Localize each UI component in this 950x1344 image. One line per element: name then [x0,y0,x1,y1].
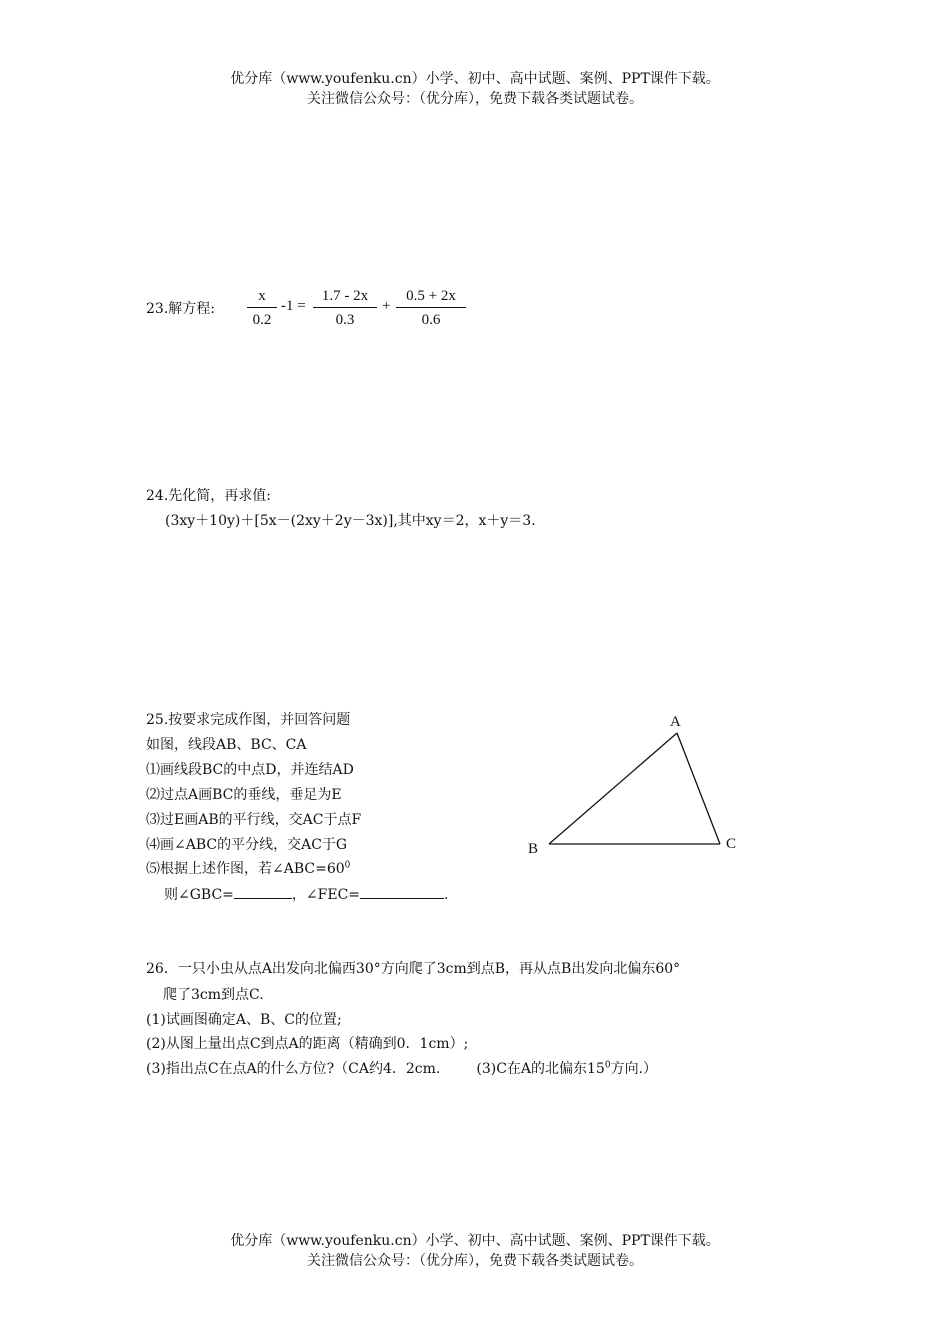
q23-label: 23.解方程: [146,301,215,317]
q25-step-5-text: ⑸根据上述作图，若∠ABC=60 [146,861,345,877]
q25-step-5-degree: 0 [344,860,351,871]
footer-line-1: 优分库（www.youfenku.cn）小学、初中、高中试题、案例、PPT课件下载。 [230,1233,720,1249]
footer-line-2: 关注微信公众号：（优分库），免费下载各类试题试卷。 [307,1253,643,1269]
q25-step-1: ⑴画线段BC的中点D，并连结AD [146,762,354,778]
q23-minus-one: -1 = [281,298,306,314]
q26-line-1: 26．一只小虫从点A出发向北偏西30°方向爬了3cm到点B，再从点B出发向北偏东60° [146,961,681,977]
q24-title: 24.先化简，再求值: [146,488,271,504]
vertex-b-label: B [528,841,539,857]
q23-frac3-denominator: 0.6 [421,312,441,328]
q25-step-4: ⑷画∠ABC的平分线，交AC于G [146,837,348,853]
q25-step-2: ⑵过点A画BC的垂线，垂足为E [146,787,342,803]
q26-item-3-end: 方向.） [610,1061,658,1077]
q26-item-3-note: (3)C在A的北偏东15 [476,1061,605,1077]
q25-title: 25.按要求完成作图，并回答问题 [146,712,351,728]
q25-step-3: ⑶过E画AB的平行线，交AC于点F [146,812,362,828]
segment-ab [549,733,677,844]
q26-item-3-text: (3)指出点C在点A的什么方位?（CA约4．2cm. [146,1061,441,1077]
q26-item-2: (2)从图上量出点C到点A的距离（精确到0．1cm）; [146,1036,469,1052]
q25-answer-prefix: 则∠GBC= [164,887,234,903]
q25-gbc-blank[interactable] [234,886,292,899]
q26-line-2: 爬了3cm到点C. [163,987,264,1003]
vertex-a-label: A [670,714,681,730]
segment-ca [677,733,720,844]
q23-fraction-1 [247,288,277,329]
q25-answer-end: . [444,887,449,903]
q25-fec-blank[interactable] [360,886,444,899]
q24-expression: (3xy＋10y)＋[5x－(2xy＋2y－3x)],其中xy＝2，x＋y＝3. [165,513,536,529]
q25-intro: 如图，线段AB、BC、CA [146,737,307,753]
header-line-2: 关注微信公众号：（优分库），免费下载各类试题试卷。 [307,91,643,107]
q23-frac2-numerator: 1.7 - 2x [313,288,377,308]
vertex-c-label: C [726,836,737,852]
q25-answer-mid: ，∠FEC= [291,887,361,903]
q23-frac1-denominator: 0.2 [252,312,272,328]
q25-answer-line [164,884,448,904]
q26-item-3 [146,1058,657,1078]
q23-fraction-2 [313,288,377,329]
q25-step-5 [146,858,350,878]
q23-fraction-3 [396,288,466,329]
q26-item-1: (1)试画图确定A、B、C的位置; [146,1012,342,1028]
q23-frac1-numerator: x [247,288,277,308]
q23-frac2-denominator: 0.3 [335,312,355,328]
q23-plus: + [382,298,391,314]
header-line-1: 优分库（www.youfenku.cn）小学、初中、高中试题、案例、PPT课件下载。 [230,71,720,87]
q23-frac3-numerator: 0.5 + 2x [396,288,466,308]
q26-item-3-degree: 0 [604,1060,611,1071]
triangle-figure [520,705,750,865]
